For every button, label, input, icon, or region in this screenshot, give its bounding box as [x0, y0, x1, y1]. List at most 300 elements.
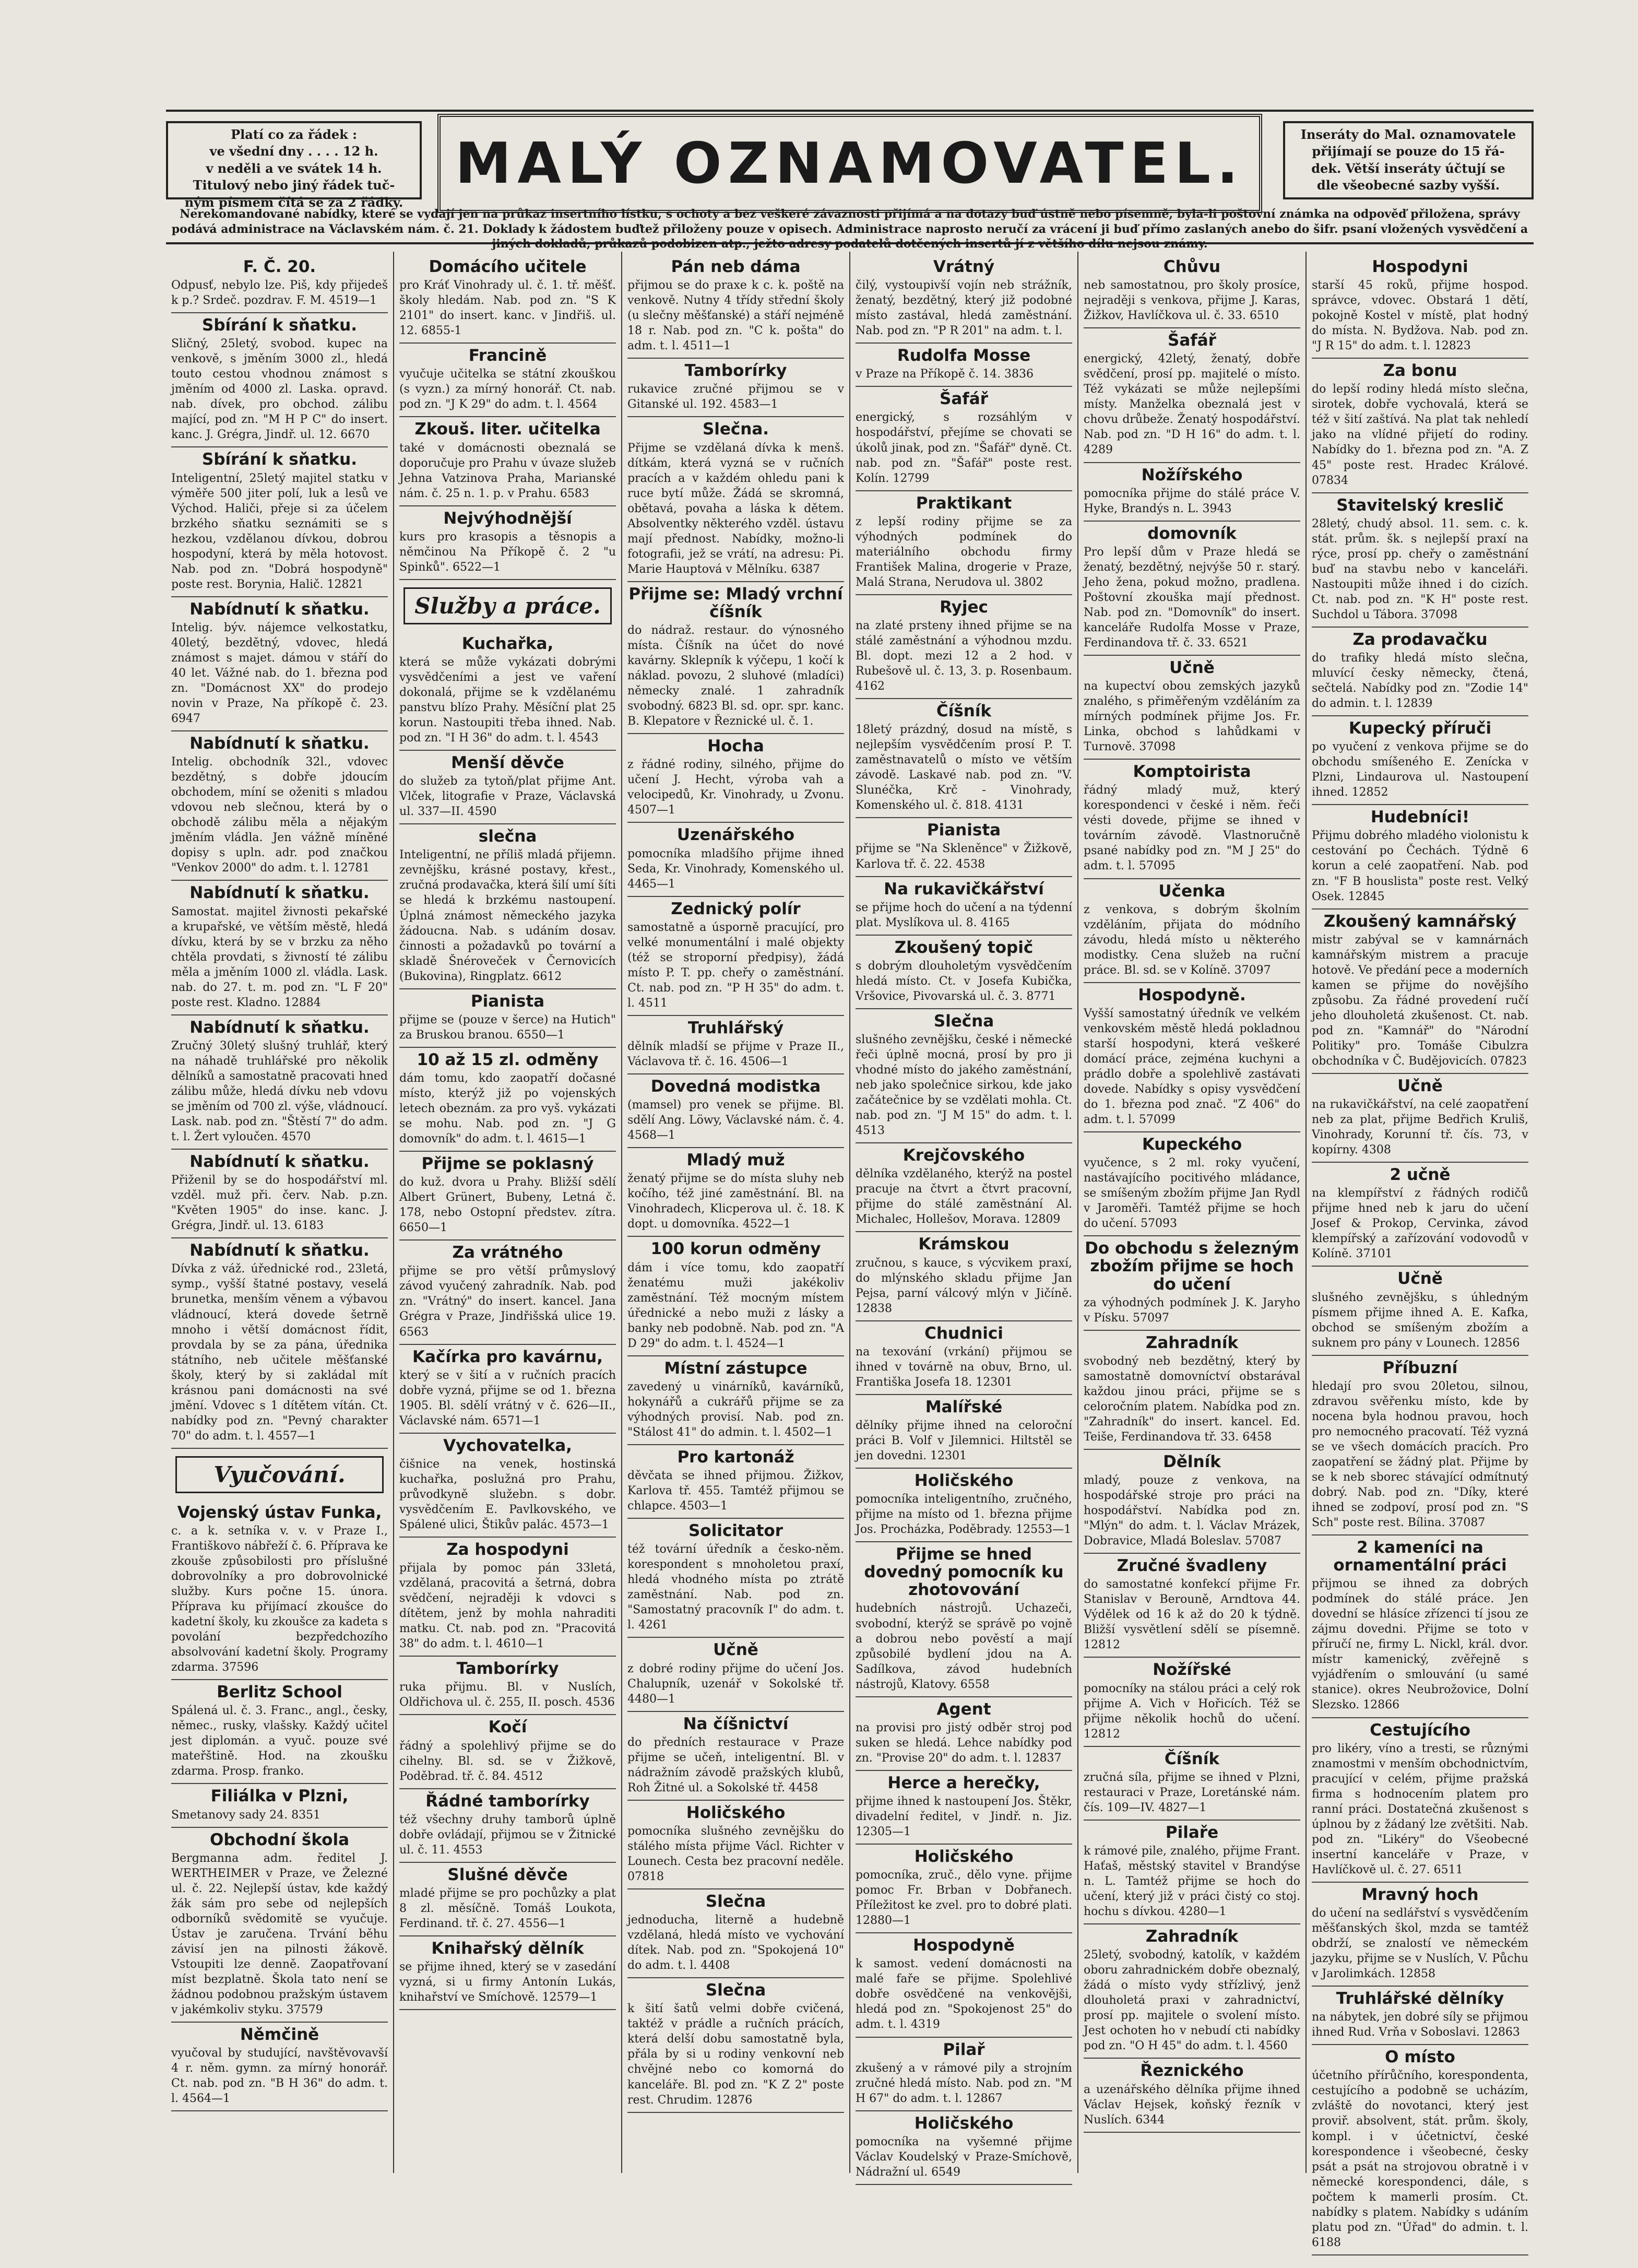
- ad-text: pomocníka inteligentního, zručného, přijme na místo od 1. března přijme Jos. Procházka, Poděbrady. 12553—1: [856, 1493, 1072, 1537]
- ad-title: Nabídnutí k sňatku.: [189, 1152, 370, 1172]
- ad-text: přijme se pro větší průmyslový závod vyučený zahradník. Nab. pod zn. "Vrátný" do insert. kancel. Jana Grégra v Praze, Jindřišská ulice 19. 6563: [399, 1265, 616, 1339]
- ad-title: Pilaře: [1165, 1823, 1219, 1842]
- ad-text: Přiženil by se do hospodářství ml. vzděl. muž při. červ. Nab. p.zn. "Květen 1905" do inse. kanc. J. Grégra, Jindř. ul. 13. 6183: [171, 1174, 388, 1233]
- classified-ad: [1084, 1331, 1300, 1450]
- ad-text: do učení na sedlářství s vysvědčením měšťanských škol, mzda se tamtéž obdrží, se znalostí ve německém jazyku, přijme se v Nuslích, V. Půchu v Jarolimkách. 12858: [1312, 1906, 1528, 1981]
- classified-ad: [399, 632, 616, 751]
- ad-title: Pianista: [470, 991, 545, 1011]
- classified-ad: [1084, 1658, 1300, 1746]
- classified-ad: [171, 2023, 388, 2111]
- ad-text: Dívka z váž. úřednické rod., 23letá, symp., vyšší štatné postavy, veselá brunetka, menším věnem a výbavou vládnoucí, která dovede šetrně mnoho i větší domácnost řídit, provdala by se za pána, úřednika státního, neb učitele měšťanské školy, který by si zakládal mít krásnou pani domácnosti na své jmění. Vdovec s 1 dítětem vítán. Ct. nabídky pod zn. "Pevný charakter 70" do adm. t. l. 4557—1: [171, 1262, 388, 1443]
- column-6: [1305, 252, 1534, 2249]
- ad-text: pomocníky na stálou práci a celý rok přijme A. Vich v Hořicích. Též se přijme několik hochů do učení. 12812: [1084, 1682, 1300, 1741]
- classified-ad: [627, 582, 844, 734]
- classified-ad: [1084, 255, 1300, 328]
- ad-title: Šafář: [1168, 331, 1216, 350]
- ad-text: (mamsel) pro venek se přijme. Bl. sdělí Ang. Löwy, Václavské nám. č. 4. 4568—1: [627, 1098, 844, 1142]
- ad-text: pomocníka přijme do stálé práce V. Hyke, Brandýs n. L. 3943: [1084, 487, 1300, 515]
- classified-ad: [627, 734, 844, 823]
- ad-title: Cestujícího: [1370, 1720, 1470, 1740]
- ad-text: z venkova, s dobrým školním vzděláním, přijata do módního závodu, hledá místo u některého modistky. Cena služeb na ruční práce. Bl. sd. se v Kolíně. 37097: [1084, 903, 1300, 977]
- ad-title: Slečna: [933, 1011, 994, 1031]
- column-1: [166, 252, 393, 2173]
- classified-ad: [1312, 255, 1528, 359]
- ad-text: zručnou, s kauce, s výcvikem praxí, do mlýnského skladu přijme Jan Pejsa, parní válcový mlýn v Jičíně. 12838: [856, 1256, 1072, 1315]
- classified-ad: [171, 1828, 388, 2023]
- ad-title: Pianista: [927, 821, 1001, 840]
- ad-title: Mravný hoch: [1361, 1885, 1479, 1904]
- classified-ad: [171, 447, 388, 597]
- price-line: ve všední dny . . . . 12 h.: [209, 144, 378, 159]
- ad-title: Komptoirista: [1133, 762, 1251, 782]
- ad-title: Agent: [936, 1699, 991, 1719]
- column-4: [849, 252, 1077, 2179]
- ad-title: Přijme se: Mladý vrchní číšník: [628, 584, 843, 621]
- ad-title: Nejvýhodnější: [443, 509, 572, 528]
- ad-text: účetního přírůčního, korespondenta, cestujícího a podobně se ucházím, zvláště do novotanci, který jest proviř. absolvent, stát. prům. školy, kompl. i v účetnictví, české korespondence i všeobecné, česky psát a psát na strojovou obratně i v německé korespondenci, dále, s počtem k mamerli prosím. Ct. nabídky s platem. Nabídky s udáním platu pod zn. "Úřad" do admin. t. l. 6188: [1312, 2069, 1528, 2249]
- ad-title: Nabídnutí k sňatku.: [189, 1018, 370, 1037]
- ad-title: Krámskou: [918, 1235, 1010, 1254]
- ad-title: Slečna.: [702, 420, 769, 439]
- ad-title: Rudolfa Mosse: [897, 346, 1031, 365]
- classified-ad: [171, 255, 388, 313]
- ad-text: do lepší rodiny hledá místo slečna, sirotek, dobře vychovalá, která se též v šití zaštívá. Na plat tak nehledí jako na vlídné přijetí do rodiny. Nabídky do 1. března pod zn. "A. Z 45" poste rest. Hradec Králové. 07834: [1312, 383, 1528, 487]
- classified-ad: [1312, 716, 1528, 805]
- ad-text: v Praze na Příkopě č. 14. 3836: [856, 368, 1034, 381]
- price-line: ným písmem čítá se za 2 řádky.: [184, 194, 403, 210]
- ad-text: energický, s rozsáhlým v hospodářství, přejíme se chovati se úkolů jinak, pod zn. "Šafář" dyně. Ct. nab. pod zn. "Šafář" poste rest. Kolín. 12799: [856, 411, 1072, 485]
- classified-ad: [856, 255, 1072, 344]
- classified-ad: [171, 1150, 388, 1238]
- ad-text: který se v šití a v ručních pracích dobře vyzná, přijme se od 1. března 1905. Bl. sdělí vrátný v č. 626—II., Václavské nám. 6571—1: [399, 1368, 616, 1427]
- ad-title: Učně: [1397, 1076, 1443, 1095]
- ad-text: Sličný, 25letý, svobod. kupec na venkově, s jměním 3000 zl., hledá touto cestou vhodnou známost s jměním od 4000 zl. Laska. opravd. nab. dívek, pro obchod. zálibu mající, pod zn. "M H P C" do insert. kanc. J. Grégra, Jindř. ul. 12. 6670: [171, 337, 388, 442]
- ad-text: Spálená ul. č. 3. Franc., angl., česky, němec., rusky, vlašsky. Každý učitel jest diplomán. a vyuč. pouze své mateřštině. Hod. na zkoušku zdarma. Prosp. franko.: [171, 1704, 388, 1778]
- ad-text: do nádraž. restaur. do výnosného místa. Číšník na účet do nové kavárny. Sklepník k výčepu, 1 kočí k náklad. povozu, 2 sluhové (mladíci) německy znalé. 1 zahradník svobodný. 6823 Bl. sd. opr. spr. kanc. B. Klepatore v Řeznické ul. č. 1.: [627, 623, 844, 728]
- section-heading: Služby a práce.: [403, 587, 612, 624]
- classified-ad: [856, 1395, 1072, 1469]
- classified-ad: [399, 506, 616, 580]
- classified-ad: [856, 595, 1072, 699]
- ad-text: čišnice na venek, hostinská kuchařka, poslužná pro Prahu, průvodkyně služebn. s dobr. vysvědčením E. Pavlkovského, ve Spálené ulici, Štikův palác. 4573—1: [399, 1457, 616, 1531]
- ad-title: Knihařský dělník: [431, 1939, 584, 1958]
- classified-ad: [171, 1784, 388, 1827]
- ad-title: Zahradník: [1145, 1927, 1239, 1946]
- classified-ad: [399, 1152, 616, 1241]
- ad-text: přijmou se ihned za dobrých podmínek do stálé práce. Jen dovední se hlásíce zřízenci tí jsou ze zájmu dovedni. Přijme se toto v příručí ne, firmy L. Nickl, král. dvor. místr kamenický, zvěřejně s vyjádřením o smlouvání (u samé stanice). okres Neubrožovice, Dolní Slezsko. 12866: [1312, 1577, 1528, 1712]
- ad-title: Za bonu: [1383, 361, 1457, 381]
- ad-title: Zkouš. liter. učitelka: [414, 420, 601, 439]
- classified-ad: [1312, 1987, 1528, 2045]
- classified-ad: [856, 1009, 1072, 1143]
- ad-text: která se může vykázati dobrými vysvědčeními a jest ve vaření dokonalá, přijme se k vzdělanému panstvu blízo Prahy. Měsíční plat 25 korun. Nastoupiti třeba ihned. Nab. pod zn. "I H 36" do adm. t. l. 4543: [399, 655, 616, 745]
- ad-text: mladé přijme se pro pochůzky a plat 8 zl. měsíčně. Tomáš Loukota, Ferdinand. tř. č. 27. 4556—1: [399, 1886, 616, 1930]
- ad-title: Berlitz School: [217, 1683, 342, 1702]
- ad-text: přijmou se do praxe k c. k. poště na venkově. Nutny 4 třídy střední školy (u slečny měšťanské) a stáří nejméně 18 r. Nab. pod zn. "C k. pošta" do adm. t. l. 4511—1: [627, 279, 844, 353]
- column-3: [621, 252, 849, 2173]
- ad-text: a uzenářského dělníka přijme ihned Václav Hejsek, koňský řezník v Nuslích. 6344: [1084, 2083, 1300, 2127]
- ad-title: Slušné děvče: [447, 1865, 568, 1884]
- ad-text: dám i více tomu, kdo zaopatří ženatému muži jakékoliv zaměstnání. Též mocným místem úřednické a nebo muži z lásky a banky neb podobně. Nab. pod zn. "A D 29" do adm. t. l. 4524—1: [627, 1261, 844, 1350]
- ad-text: Samostat. majitel živnosti pekařské a krupařské, ve větším městě, hledá dívku, která by se v brzku za něho chtěla provdati, s živností té zálibu měla a jměním 1000 zl. vládla. Lask. nab. do 27. t. m. pod zn. "L F 20" poste rest. Kladno. 12884: [171, 905, 388, 1009]
- classified-ad: [1084, 1924, 1300, 2059]
- classified-ad: [399, 824, 616, 989]
- ad-title: F. Č. 20.: [243, 257, 316, 276]
- ad-title: Nožířské: [1153, 1660, 1231, 1680]
- classified-ad: [1084, 463, 1300, 522]
- ad-text: Intelig. obchodník 32l., vdovec bezdětný, s dobře jdoucím obchodem, míní se oženiti s mladou vdovou neb slečnou, která by o obchodě zálibu měla a nějakým jměním vládla. Jen vážně míněné dopisy s upln. adr. pod značkou "Venkov 2000" do adm. t. l. 12781: [171, 755, 388, 875]
- ad-title: Praktikant: [916, 493, 1012, 513]
- classified-ad: [399, 989, 616, 1048]
- classified-ad: [627, 1889, 844, 1978]
- classified-ad: [399, 751, 616, 824]
- ad-title: Hocha: [707, 737, 764, 756]
- classified-ad: [627, 1445, 844, 1519]
- ad-title: Tamborírky: [684, 361, 787, 381]
- classified-ad: [1312, 1535, 1528, 1718]
- ad-title: Za prodavačku: [1352, 630, 1488, 649]
- ad-title: Stavitelský kreslič: [1336, 495, 1504, 515]
- classified-ad: [399, 344, 616, 417]
- ad-title: domovník: [1147, 524, 1237, 543]
- ad-title: Zahradník: [1145, 1333, 1239, 1352]
- ad-text: zručná síla, přijme se ihned v Plzni, restauraci v Praze, Loretánské nám. čís. 109—IV. 4827—1: [1084, 1770, 1300, 1814]
- ad-text: energický, 42letý, ženatý, dobře svědčení, prosí pp. majitelé o místo. Též vykázati se může nejlepšími místy. Manželka obeznalá jest v chovu drůbeže. Ženatý hospodářství. Nab. pod zn. "D H 16" do adm. t. l. 4289: [1084, 352, 1300, 457]
- ad-text: ruka přijmu. Bl. v Nuslích, Oldřichova ul. č. 255, II. posch. 4536: [399, 1681, 616, 1709]
- ad-text: dám tomu, kdo zaopatří dočasné místo, kterýž již po vojenských letech obeznám. za pro vyš. vykázati se mohu. Nab. pod zn. "J G domovník" do adm. t. l. 4615—1: [399, 1071, 616, 1146]
- ad-text: na zlaté prsteny ihned přijme se na stálé zaměstnání a výhodnou mzdu. Bl. dopt. mezi 12 a 2 hod. v Rubešově ul. č. 13, 3. p. Rosenbaum. 4162: [856, 619, 1072, 693]
- classified-ad: [856, 1143, 1072, 1232]
- classified-ad: [856, 2111, 1072, 2185]
- ad-title: Holičského: [914, 1847, 1014, 1867]
- price-box: [166, 121, 422, 210]
- classified-ad: [1312, 359, 1528, 493]
- ad-title: Holičského: [914, 1471, 1014, 1490]
- ad-title: Holičského: [914, 2113, 1014, 2133]
- ad-title: Dovedná modistka: [650, 1077, 821, 1096]
- classified-ad: [1084, 1821, 1300, 1924]
- ad-title: O místo: [1385, 2048, 1455, 2067]
- classified-ad: [856, 1542, 1072, 1697]
- ad-text: na rukavičkářství, na celé zaopatření neb za plat, přijme Bedřich Kruliš, Vinohrady, Korunní tř. čís. 73, v kopírny. 4308: [1312, 1098, 1528, 1157]
- column-2: [393, 252, 621, 2173]
- price-line: Titulový nebo jiný řádek tuč-: [193, 178, 395, 193]
- classified-ad: [627, 1074, 844, 1148]
- classified-ad: [627, 823, 844, 896]
- classified-ad: [171, 597, 388, 731]
- classified-ad: [856, 1321, 1072, 1395]
- ad-text: po vyučení z venkova přijme se do obchodu smíšeného E. Zenícka v Plzni, Lindaurova ul. Nastoupení ihned. 12852: [1312, 740, 1528, 799]
- rules-line: Inseráty do Mal. oznamovatele: [1300, 127, 1516, 142]
- ad-text: Přijmu dobrého mladého violonistu k cestování po Čechách. Týdně 6 korun a celé zaopatření. Nab. pod zn. "F B houslista" poste rest. Velký Osek. 12845: [1312, 829, 1528, 903]
- ad-text: přijme se "Na Skleněnce" v Žižkově, Karlova tř. č. 22. 4538: [856, 842, 1072, 871]
- classified-ad: [1312, 1074, 1528, 1163]
- classified-ad: [856, 877, 1072, 936]
- classified-ad: [856, 936, 1072, 1009]
- ad-title: 2 kameníci na ornamentální práci: [1333, 1538, 1507, 1575]
- ad-title: Číšník: [936, 702, 992, 721]
- ad-text: jednoducha, literně a hudebně vzdělaná, hledá místo ve vychování dítek. Nab. pod zn. "Spokojená 10" do adm. t. l. 4408: [627, 1913, 844, 1972]
- ad-title: Příbuzní: [1382, 1358, 1458, 1377]
- classified-ad: [627, 1148, 844, 1237]
- classified-ad: [627, 1801, 844, 1889]
- classified-ad: [1312, 805, 1528, 909]
- ad-title: Nabídnutí k sňatku.: [189, 599, 370, 619]
- ad-title: Nabídnutí k sňatku.: [189, 734, 370, 753]
- ad-text: Bergmanna adm. ředitel J. WERTHEIMER v Praze, ve Železné ul. č. 22. Nejlepší ústav, kde každý žák sám pro sebe od nejlepších odborníků svědomitě se vyučuje. Ústav je zaručena. Trvání běhu závisí jen na pilnosti žákově. Vstoupiti lze denně. Zaopatřovaní míst bezplatně. Škola tato není se žádnou podobnou pražským ústavem v jakémkoliv styku. 37579: [171, 1851, 388, 2016]
- ad-title: Kupeckého: [1142, 1135, 1242, 1154]
- ad-text: za výhodných podmínek J. K. Jaryho v Písku. 57097: [1084, 1296, 1300, 1325]
- ad-title: Slečna: [705, 1981, 766, 2000]
- ad-title: 10 až 15 zl. odměny: [417, 1050, 599, 1069]
- classified-ad: [1312, 2045, 1528, 2255]
- ad-text: zavedený u vinárníků, kavárníků, hokynářů a cukrářů přijme se za výhodných provisí. Nab. pod zn. "Stálost 41" do admin. t. l. 4502—1: [627, 1380, 844, 1439]
- ad-text: slušného zevnějšku, s úhledným písmem přijme ihned A. E. Kafka, obchod se smíšeným zbožím a suknem pro pány v Lounech. 12856: [1312, 1291, 1528, 1350]
- ad-text: čilý, vystoupivší vojín neb strážník, ženatý, bezdětný, který již podobné místo zastával, hledá zaměstnání. Nab. pod zn. "P R 201" na adm. t. l.: [856, 279, 1072, 338]
- ad-title: Učně: [1397, 1269, 1443, 1289]
- ad-text: Intelig. býv. nájemce velkostatku, 40letý, bezdětný, vdovec, hledá známost s majet. dámou v stáří do 40 let. Vážné nab. do 1. března pod zn. "Domácnost XX" do prodejo novin v Praze, Na příkopě č. 23. 6947: [171, 621, 388, 726]
- ad-title: Sbírání k sňatku.: [202, 316, 357, 335]
- ad-title: Vrátný: [933, 257, 995, 276]
- ad-title: Krejčovského: [903, 1146, 1025, 1165]
- classified-ad: [856, 491, 1072, 595]
- ad-columns: [166, 252, 1534, 2249]
- ad-text: z dobré rodiny přijme do učení Jos. Chalupník, uzenář v Sokolské tř. 4480—1: [627, 1662, 844, 1706]
- classified-ad: [856, 2038, 1072, 2111]
- ad-title: Dělník: [1163, 1452, 1221, 1471]
- ad-text: Zručný 30letý slušný truhlář, který na náhadě truhlářské pro několik dělníků a samostatně pracovati hned zálibu může, hledá dívku neb vdovu se jměním od 700 zl. výše, vládnoucí. Lask. nab. pod zn. "Štěstí 7" do adm. t. l. Žert vyloučen. 4570: [171, 1039, 388, 1144]
- classified-ad: [399, 1434, 616, 1538]
- classified-ad: [627, 1356, 844, 1445]
- ad-text: přijme ihned k nastoupení Jos. Štěkr, divadelní ředitel, v Jindř. n. Jiz. 12305—1: [856, 1794, 1072, 1838]
- classified-ad: [1312, 1883, 1528, 1987]
- ad-title: Pán neb dáma: [671, 257, 801, 276]
- ad-text: Smetanovy sady 24. 8351: [171, 1808, 321, 1822]
- ad-title: Na rukavičkářství: [884, 879, 1044, 899]
- ad-text: neb samostatnou, pro školy prosíce, nejraději s venkova, přijme J. Karas, Žižkov, Havlíčkova ul. č. 33. 6510: [1084, 279, 1300, 323]
- ad-title: Kuchařka,: [461, 634, 554, 653]
- ad-text: k samost. vedení domácnosti na malé faře se přijme. Spolehlivé dobře osvědčené na venkovějši, hledá pod zn. "Spokojenost 25" do adm. t. l. 4319: [856, 1957, 1072, 2031]
- classified-ad: [399, 1538, 616, 1657]
- rules-line: dek. Větší inseráty účtují se: [1311, 160, 1505, 176]
- ad-text: dělník mladší se přijme v Praze II., Václavova tř. č. 16. 4506—1: [627, 1040, 844, 1068]
- ad-title: Hospodyni: [1372, 257, 1468, 276]
- classified-ad: [1312, 909, 1528, 1074]
- ad-title: Na číšnictví: [683, 1714, 789, 1733]
- classifieds-header: [166, 110, 1534, 251]
- classified-ad: [399, 1241, 616, 1344]
- ad-title: Nabídnutí k sňatku.: [189, 1241, 370, 1260]
- ad-text: také v domácnosti obeznalá se doporučuje pro Prahu v úvaze služeb Jehna Vatzinova Praha, Marianské nám. č. 25 n. 1. p. v Prahu. 6583: [399, 441, 616, 500]
- classified-ad: [399, 1657, 616, 1715]
- ad-text: k šití šatů velmi dobře cvičená, taktéž v prádle a ručních prácích, která delší dobu samostatně byla, přála by si u rodiny venkovní neb chvějné nebo co komorná do kanceláře. Bl. pod zn. "K Z 2" poste rest. Chrudim. 12876: [627, 2002, 844, 2107]
- classified-ad: [171, 1238, 388, 1448]
- classified-ad: [1084, 328, 1300, 463]
- ad-title: Řádné tamborírky: [425, 1791, 590, 1811]
- ad-title: Za vrátného: [452, 1243, 563, 1262]
- classified-ad: [856, 1232, 1072, 1321]
- ad-text: pomocníka na vyšemné přijme Václav Koudelský v Praze-Smíchově, Nádražní ul. 6549: [856, 2135, 1072, 2179]
- ad-title: Hospodyně.: [1138, 985, 1246, 1005]
- ad-text: 18letý prázdný, dosud na místě, s nejlepším vysvědčením prosí P. T. zaměstnavatelů o místo ve větším závodě. Laskavé nab. pod zn. "V. Slunéčka, Krč - Vinohrady, Komenského ul. č. 818. 4131: [856, 723, 1072, 812]
- ad-title: Řeznického: [1140, 2061, 1244, 2081]
- classified-ad: [171, 1015, 388, 1150]
- classified-ad: [399, 1715, 616, 1789]
- classified-ad: [171, 881, 388, 1015]
- ad-title: Hospodyně: [913, 1936, 1015, 1955]
- ad-title: Kočí: [488, 1718, 527, 1737]
- classified-ad: [1084, 2059, 1300, 2132]
- rules-line: přijímají se pouze do 15 řá-: [1312, 144, 1505, 159]
- classified-ad: [627, 1638, 844, 1711]
- price-line: Platí co za řádek :: [231, 127, 357, 142]
- classified-ad: [627, 255, 844, 359]
- classified-ad: [1084, 1747, 1300, 1821]
- ad-title: Filiálka v Plzni,: [210, 1787, 349, 1806]
- ad-title: Zkoušený topič: [894, 938, 1034, 957]
- ad-text: do předních restaurace v Praze přijme se učeň, inteligentní. Bl. v nádražním závodě pražských klubů, Roh Žitné ul. a Sokolské tř. 4458: [627, 1735, 844, 1794]
- classified-ad: [399, 1863, 616, 1936]
- classified-ad: [627, 1519, 844, 1638]
- ad-title: Pro kartonáž: [677, 1447, 794, 1467]
- ad-text: vyučuje učitelka se státní zkouškou (s vyzn.) za mírný honorář. Ct. nab. pod zn. "J K 29" do adm. t. l. 4564: [399, 368, 616, 411]
- ad-text: z lepší rodiny přijme se za výhodných podmínek do materiálního obchodu firmy František Malina, drogerie v Praze, Malá Strana, Nerudova ul. 3802: [856, 515, 1072, 589]
- classified-ad: [1312, 628, 1528, 716]
- ad-text: samostatně a úsporně pracující, pro velké monumentální i malé objekty (též se stroporní předpisy), žádá místo P. T. pp. cheřy o zaměstnání. Ct. nab. pod zn. "P H 35" do adm. t. l. 4511: [627, 920, 844, 1010]
- ad-text: do kuž. dvora u Prahy. Bližší sdělí Albert Grünert, Bubeny, Letná č. 178, nebo Ostopní předstev. zítra. 6650—1: [399, 1176, 616, 1235]
- ad-title: 100 korun odměny: [650, 1239, 821, 1259]
- ad-text: kurs pro krasopis a těsnopis a němčinou Na Příkopě č. 2 "u Spinků". 6522—1: [399, 530, 616, 574]
- section-heading: Vyučování.: [175, 1456, 384, 1493]
- ad-text: pro Kráť Vinohrady ul. č. 1. tř. měšť. školy hledám. Nab. pod zn. "S K 2101" do insert. kanc. v Jindřiš. ul. 12. 6855-1: [399, 279, 616, 338]
- classified-ad: [399, 255, 616, 344]
- classified-ad: [1084, 1236, 1300, 1330]
- classified-ad: [1084, 879, 1300, 983]
- classified-ad: [856, 1845, 1072, 1933]
- ad-title: Uzenářského: [676, 825, 795, 845]
- ad-text: mistr zabýval se v kamnárnách kamnářským mistrem a pracuje hotově. Ve předání pece a moderních kamen se přijme do novějšího způsobu. Za řádné provedení ručí jeho dlouholetá zkušenost. Ct. nab. pod zn. "Kamnář" do "Národní Politiky" pro. Tomáše Cibulzra obchodníka v Č. Budějovicích. 07823: [1312, 933, 1528, 1068]
- ad-title: Domácího učitele: [429, 257, 587, 276]
- ad-title: Zručné švadleny: [1117, 1556, 1267, 1576]
- classified-ad: [856, 1697, 1072, 1771]
- ad-title: Sbírání k sňatku.: [202, 450, 357, 469]
- classified-ad: [1084, 1132, 1300, 1236]
- classified-ad: [1084, 656, 1300, 760]
- ad-text: slušného zevnějšku, české i německé řeči úplně mocná, prosí by pro ji vhodné místo do jakého zaměstnání, neb jako společnice sirkou, kde jako začátečnice by se vzdělati mohla. Ct. nab. pod zn. "J M 15" do adm. t. l. 4513: [856, 1033, 1072, 1138]
- classified-ad: [399, 1936, 616, 2010]
- ad-text: vyučence, s 2 ml. roky vyučení, nastávajícího pocitivého mládance, se smíšeným zbožím přijme Jan Rydl v Jaroměři. Tamtéž přijme se hoch do učení. 57093: [1084, 1156, 1300, 1231]
- classified-ad: [856, 1469, 1072, 1542]
- ad-text: Pro lepší dům v Praze hledá se ženatý, bezdětný, nejvýše 50 r. starý. Jeho žena, pokud možno, pradlena. Poštovní zkouška mají přednost. Nab. pod zn. "Domovník" do insert. kanceláře Rudolfa Mosse v Praze, Ferdinandova tř. č. 33. 6521: [1084, 545, 1300, 649]
- ad-text: na nábytek, jen dobré síly se přijmou ihned Rud. Vrňa v Soboslavi. 12863: [1312, 2011, 1528, 2039]
- ad-title: Slečna: [705, 1892, 766, 1911]
- classified-ad: [171, 1680, 388, 1784]
- classified-ad: [627, 897, 844, 1016]
- ad-text: pro likéry, víno a tresti, se různými znamostmi v menším obchodnictvím, pracující v celém, přijme pražská firma s hodnocením platem pro ranní práci. Dostatečná zkušenost s úplnou by z žádaný lze zvětšiti. Nab. pod zn. "Likéry" do Všeobecné insertní kanceláře v Praze, v Havlíčkově ul. č. 27. 6511: [1312, 1742, 1528, 1876]
- ad-title: Kačírka pro kavárnu,: [412, 1347, 603, 1366]
- classified-ad: [856, 818, 1072, 877]
- ad-title: Učně: [1169, 658, 1215, 677]
- ad-text: hudebních nástrojů. Uchazeči, svobodní, kterýž se správě po vojně a dobrou nebo pověstí a mají způsobilé bydlení jdou na A. Sadílkova, závod hudebních nástrojů, Klatovy. 6558: [856, 1602, 1072, 1691]
- ad-text: svobodný neb bezdětný, který by samostatně domovníctví obstarával každou jinou práci, přijme se s celoročním platem. Nabídka pod zn. "Zahradník" do insert. kancel. Ed. Teiše, Ferdinandova tř. 33. 6458: [1084, 1354, 1300, 1444]
- classified-ad: [171, 731, 388, 881]
- ad-title: Zednický polír: [671, 899, 801, 918]
- ad-title: Truhlářský: [687, 1018, 784, 1037]
- ad-title: slečna: [478, 827, 537, 846]
- ad-title: Do obchodu s železným zbožím přijme se hoch do učení: [1085, 1239, 1299, 1294]
- ad-title: Mladý muž: [686, 1151, 785, 1170]
- ad-text: pomocníka slušného zevnějšku do stálého místa přijme Václ. Richter v Lounech. Cesta bez pracovní neděle. 07818: [627, 1824, 844, 1883]
- ad-text: pomocníka, zruč., dělo vyne. přijme pomoc Fr. Brban v Dobřanech. Příležitost ke zvel. pro to dobré plati. 12880—1: [856, 1869, 1072, 1928]
- ad-text: přijala by pomoc pán 33letá, vzdělaná, pracovitá a šetrná, dobra svědčení, nejraději k vdovci s dítětem, jenž by mohla nahraditi matku. Ct. nab. pod zn. "Pracovitá 38" do adm. t. l. 4610—1: [399, 1562, 616, 1651]
- classified-ad: [627, 1237, 844, 1356]
- ad-title: Němčině: [240, 2025, 319, 2044]
- ad-text: též tovární úředník a česko-něm. korespondent s mnoholetou praxí, hledá vhodného místa po ztrátě zaměstnání. Nab. pod zn. "Samostatný pracovník I" do adm. t. l. 4261: [627, 1543, 844, 1632]
- ad-text: k rámové pile, znalého, přijme Frant. Haťaš, městský stavitel v Brandýse n. L. Tamtéž přijme se hoch do učení, který již v práci čistý co stoj. hochu s dívkou. 4280—1: [1084, 1844, 1300, 1919]
- ad-title: Učně: [713, 1640, 758, 1660]
- classified-ad: [627, 1016, 844, 1074]
- ad-title: Pilař: [943, 2040, 985, 2059]
- ad-text: též všechny druhy tamborů úplně dobře ovládají, přijmou se v Žitnické ul. č. 11. 4553: [399, 1813, 616, 1857]
- ad-title: Truhlářské dělníky: [1336, 1989, 1504, 2009]
- ad-text: Vyšší samostatný úředník ve velkém venkovském městě hledá pokladnou starší hospodyni, která veškeré domácí práce, zejména kuchyni a prádlo dobře a spolehlivě zastávati dovede. Nabídky s opisy vysvědčení do 1. března pod znač. "Z 406" do adm. t. l. 57099: [1084, 1007, 1300, 1127]
- ad-text: se přijme ihned, který se v zasedání vyzná, si u firmy Antonín Lukás, knihařství ve Smíchově. 12579—1: [399, 1960, 616, 2004]
- ad-text: dělníka vzdělaného, kterýž na postel pracuje na čtvrt a čtvrt pracovní, přijme do stálé zaměstnání Al. Michalec, Hollešov, Morava. 12809: [856, 1167, 1072, 1226]
- ad-text: řádný mladý muž, který korespondenci v české i něm. řeči vésti dovede, přijme se ihned v továrním závodě. Vlastnoručně psané nabídky pod zn. "M J 25" do adm. t. l. 57095: [1084, 784, 1300, 873]
- ad-text: 28letý, chudý absol. 11. sem. c. k. stát. prům. šk. s nejlepší praxí na rýce, prosí pp. cheřy o zaměstnání buď na stavbu nebo v kanceláři. Nastoupiti může ihned i do cizích. Ct. nab. pod zn. "K H" poste rest. Suchdol u Tábora. 37098: [1312, 517, 1528, 621]
- ad-text: ženatý přijme se do místa sluhy neb kočího, též jiné zaměstnání. Bl. na Vinohradech, Klicperova ul. č. 18. K dopt. u domovníka. 4522—1: [627, 1172, 844, 1231]
- ad-text: Odpusť, nebylo lze. Piš, kdy přijedeš k p.? Srdeč. pozdrav. F. M. 4519—1: [171, 279, 388, 308]
- classified-ad: [399, 1789, 616, 1863]
- classified-ad: [627, 359, 844, 417]
- classified-ad: [627, 1712, 844, 1801]
- classified-ad: [171, 1501, 388, 1680]
- price-line: v neděli a ve svátek 14 h.: [206, 160, 382, 176]
- ad-text: starší 45 roků, přijme hospod. správce, vdovec. Obstará 1 dětí, pokojně Kostel v místě, plat hodný do místa. N. Bydžova. Nab. pod zn. "J R 15" do adm. t. l. 12823: [1312, 279, 1528, 353]
- classified-ad: [1084, 983, 1300, 1132]
- column-5: [1077, 252, 1305, 2173]
- ad-title: Šafář: [940, 389, 988, 409]
- ad-title: Malířské: [925, 1397, 1003, 1416]
- ad-title: Chudnici: [924, 1324, 1003, 1343]
- classified-ad: [1312, 1356, 1528, 1535]
- ad-title: Herce a herečky,: [887, 1773, 1040, 1792]
- classified-ad: [856, 344, 1072, 387]
- classified-ad: [399, 417, 616, 506]
- ad-text: s dobrým dlouholetým vysvědčením hledá místo. Ct. v Josefa Kubička, Vršovice, Pivovarská ul. č. 3. 8771: [856, 959, 1072, 1003]
- ad-text: do trafiky hledá místo slečna, mluvící česky německy, čtená, sečtelá. Nabídky pod zn. "Zodie 14" do admin. t. l. 12839: [1312, 651, 1528, 711]
- ad-text: do samostatné konfekcí přijme Fr. Stanislav v Berouně, Arndtova 44. Výdělek od 16 k až do 20 k týdně. Bližší vysvětlení sdělí se písemně. 12812: [1084, 1578, 1300, 1652]
- ad-title: Holičského: [686, 1803, 786, 1822]
- ad-title: Za hospodyni: [446, 1540, 569, 1559]
- classified-ad: [856, 387, 1072, 491]
- ad-title: Vychovatelka,: [443, 1436, 572, 1455]
- classified-ad: [171, 313, 388, 447]
- ad-text: na klempířství z řádných rodičů přijme hned neb k jaru do učení Josef & Prokop, Cervinka, závod klempířský a zařízování vodovodů v Kolíně. 37101: [1312, 1187, 1528, 1261]
- rules-line: dle všeobecné sazby vyšší.: [1316, 178, 1500, 193]
- ad-title: Tamborírky: [456, 1659, 559, 1679]
- classified-ad: [856, 1771, 1072, 1845]
- ad-text: rukavice zručné přijmou se v Gitanské ul. 192. 4583—1: [627, 383, 844, 411]
- classified-ad: [399, 1048, 616, 1152]
- ad-title: Obchodní škola: [209, 1830, 350, 1849]
- ad-text: na kupectví obou zemských jazyků znalého, s přiměřeným vzděláním za mírných podmínek přijme Jos. Fr. Linka, obchod s lahůdkami v Turnově. 37098: [1084, 680, 1300, 754]
- classified-ad: [1084, 522, 1300, 656]
- ad-title: Číšník: [1164, 1749, 1220, 1768]
- classified-ad: [856, 699, 1072, 818]
- ad-title: Francině: [468, 346, 547, 365]
- classified-ad: [1084, 760, 1300, 879]
